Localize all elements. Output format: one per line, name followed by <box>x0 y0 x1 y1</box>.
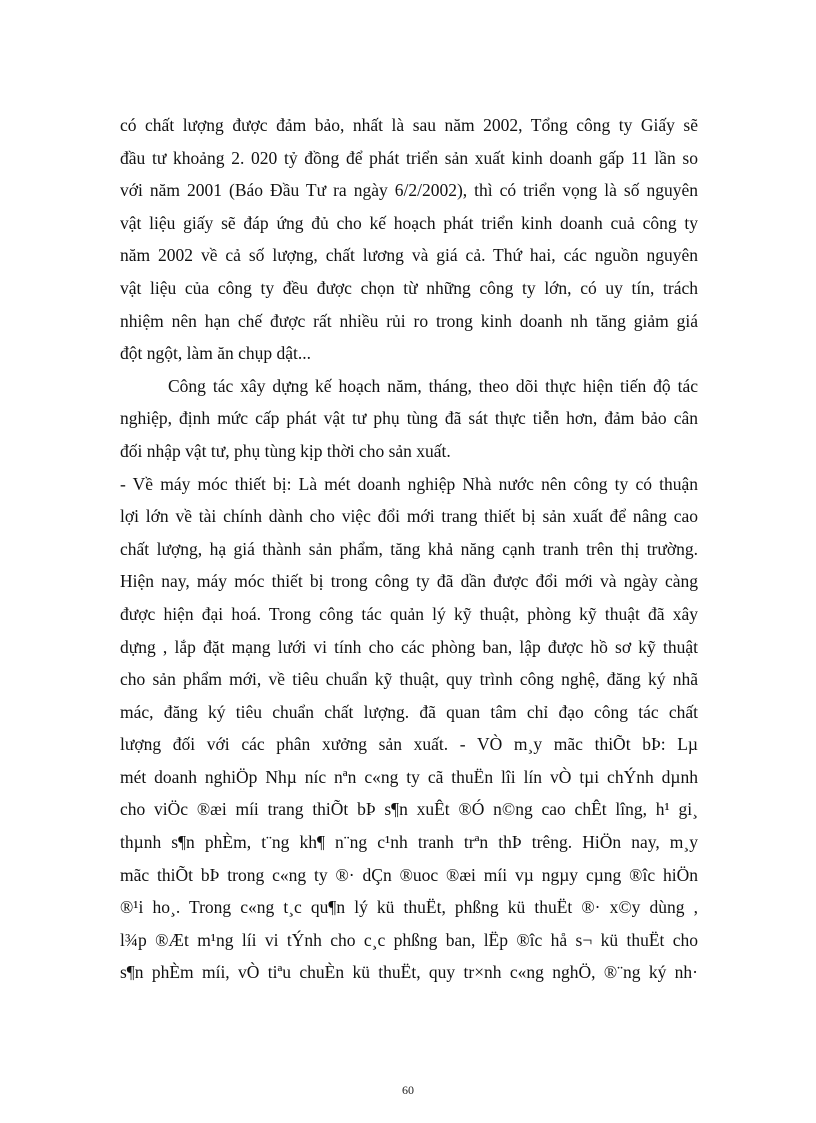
text-line: mãc thiÕt bÞ trong c«ng ty ®· dÇn ®uoc ®æi míi vµ ngµy cµng ®îc hiÖn <box>120 864 698 885</box>
page-number: 60 <box>402 1083 414 1097</box>
text-line: vật liệu của công ty đều được chọn từ những công ty lớn, có uy tín, trách <box>120 277 698 298</box>
text-line: được hiện đại hoá. Trong công tác quản lý kỹ thuật, phòng kỹ thuật đã xây <box>120 603 698 624</box>
text-line: s¶n phÈm míi, vÒ tiªu chuÈn kü thuËt, quy tr×nh c«ng nghÖ, ®¨ng ký nh· <box>120 962 698 983</box>
text-line: - Về máy móc thiết bị: Là mét doanh nghiệp Nhà nước nên công ty có thuận <box>120 473 698 494</box>
text-line: có chất lượng được đảm bảo, nhất là sau năm 2002, Tổng công ty Giấy sẽ <box>120 115 698 135</box>
text-line: mét doanh nghiÖp Nhµ níc nªn c«ng ty cã thuËn lîi lín vÒ tµi chÝnh dµnh <box>120 766 698 787</box>
text-line: thµnh s¶n phÈm, t¨ng kh¶ n¨ng c¹nh tranh trªn thÞ trêng. HiÖn nay, m¸y <box>120 832 698 853</box>
text-line: dựng , lắp đặt mạng lưới vi tính cho các phòng ban, lập được hồ sơ kỹ thuật <box>120 636 698 657</box>
text-line: mác, đăng ký tiêu chuẩn chất lượng. đã quan tâm chỉ đạo công tác chất <box>120 701 698 722</box>
text-line: nghiệp, định mức cấp phát vật tư phụ tùng đã sát thực tiễn hơn, đảm bảo cân <box>120 408 698 429</box>
text-line: cho viÖc ®æi míi trang thiÕt bÞ s¶n xuÊt ®Ó n©ng cao chÊt lîng, h¹ gi¸ <box>120 799 698 820</box>
body-text <box>120 109 698 989</box>
text-line: Công tác xây dựng kế hoạch năm, tháng, theo dõi thực hiện tiến độ tác <box>168 375 698 396</box>
text-line: với năm 2001 (Báo Đầu Tư ra ngày 6/2/2002), thì có triển vọng là số nguyên <box>120 180 698 201</box>
text-line: đối nhập vật tư, phụ tùng kịp thời cho sản xuất. <box>120 440 451 461</box>
text-line: đột ngột, làm ăn chụp dật... <box>120 343 312 364</box>
text-line: vật liệu giấy sẽ đáp ứng đủ cho kế hoạch phát triển kinh doanh cuả công ty <box>120 212 698 233</box>
text-line: ®¹i ho¸. Trong c«ng t¸c qu¶n lý kü thuËt, phßng kü thuËt ®· x©y dùng , <box>120 897 698 918</box>
text-line: lợi lớn về tài chính dành cho việc đổi mới trang thiết bị sản xuất để nâng cao <box>120 506 698 527</box>
text-line: l¾p ®Æt m¹ng líi vi tÝnh cho c¸c phßng ban, lËp ®îc hå s¬ kü thuËt cho <box>120 929 698 950</box>
text-line: lượng đối với các phân xưởng sản xuất. - VÒ m¸y mãc thiÕt bÞ: Lµ <box>120 734 698 755</box>
text-line: cho sản phẩm mới, về tiêu chuẩn kỹ thuật, quy trình công nghệ, đăng ký nhã <box>120 669 698 690</box>
text-line: Hiện nay, máy móc thiết bị trong công ty đã dần được đổi mới và ngày càng <box>120 571 698 592</box>
text-line: đầu tư khoảng 2. 020 tỷ đồng để phát triển sản xuất kinh doanh gấp 11 lần so <box>120 147 698 168</box>
text-line: nhiệm nên hạn chế được rất nhiều rủi ro trong kinh doanh nh tăng giảm giá <box>120 310 698 331</box>
text-line: năm 2002 về cả số lượng, chất lương và giá cả. Thứ hai, các nguồn nguyên <box>120 245 698 266</box>
text-line: chất lượng, hạ giá thành sản phẩm, tăng khả năng cạnh tranh trên thị trường. <box>120 538 698 559</box>
